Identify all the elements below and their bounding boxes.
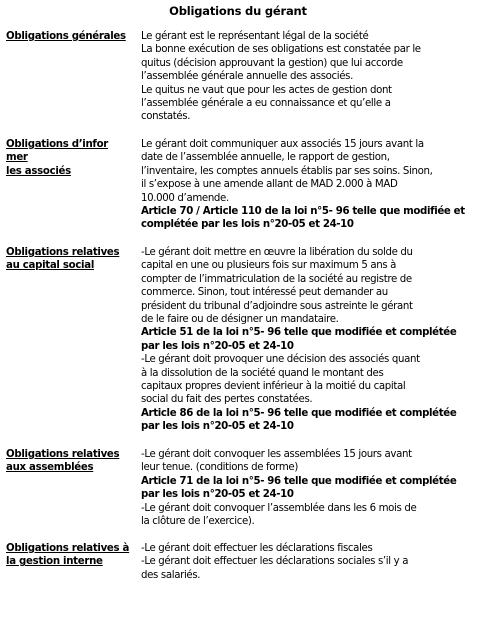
section-label-line: la gestion interne bbox=[6, 556, 103, 568]
text-line: capitaux propres devient inférieur à la moitié du capital bbox=[141, 381, 406, 393]
text-line: la clôture de l’exercice). bbox=[141, 516, 255, 528]
section-label bbox=[6, 448, 132, 475]
text-line: commerce. Sinon, tout intéressé peut demander au bbox=[141, 287, 388, 299]
section-label-line: aux assemblées bbox=[6, 462, 94, 474]
section-label-line: Obligations relatives bbox=[6, 449, 120, 460]
text-line: Le gérant est le représentant légal de la société bbox=[141, 31, 369, 42]
section-label-line: Obligations d’infor mer bbox=[6, 139, 108, 164]
legal-reference-line: Article 51 de la loi n°5- 96 telle que modifiée et complétée bbox=[141, 327, 457, 339]
section-label bbox=[6, 246, 132, 273]
section-content bbox=[141, 246, 459, 434]
legal-reference-line: par les lois n°20-05 et 24-10 bbox=[141, 340, 294, 352]
text-line: Le quitus ne vaut que pour les actes de gestion dont bbox=[141, 84, 392, 96]
section-label bbox=[6, 542, 132, 569]
text-line: quitus (décision approuvant la gestion) que lui accorde bbox=[141, 57, 403, 69]
text-line: date de l’assemblée annuelle, le rapport de gestion, bbox=[141, 152, 390, 164]
text-line: à la dissolution de la société quand le montant des bbox=[141, 367, 384, 379]
text-line: constatés. bbox=[141, 111, 191, 123]
text-line: -Le gérant doit convoquer l’assemblée dans les 6 mois de bbox=[141, 502, 417, 514]
legal-reference-line: Article 71 de la loi n°5- 96 telle que modifiée et complétée bbox=[141, 475, 457, 487]
text-line: social du fait des pertes constatées. bbox=[141, 394, 313, 406]
section-label bbox=[6, 138, 132, 178]
section-label-line: Obligations générales bbox=[6, 31, 126, 42]
text-line: -Le gérant doit mettre en œuvre la libération du solde du bbox=[141, 247, 413, 258]
text-line: l’inventaire, les comptes annuels établis par ses soins. Sinon, bbox=[141, 165, 433, 177]
legal-reference-line: Article 86 de la loi n°5- 96 telle que modifiée et complétée bbox=[141, 407, 457, 419]
legal-reference-line: Article 70 / Article 110 de la loi n°5- 96 telle que modifiée et bbox=[141, 206, 465, 218]
section-label bbox=[6, 30, 132, 43]
page-title: Obligations du gérant bbox=[169, 4, 307, 18]
text-line: des salariés. bbox=[141, 569, 201, 581]
text-line: de le faire ou de désigner un mandataire. bbox=[141, 314, 339, 326]
text-line: 10.000 d’amende. bbox=[141, 192, 229, 204]
text-line: leur tenue. (conditions de forme) bbox=[141, 462, 298, 474]
text-line: -Le gérant doit provoquer une décision des associés quant bbox=[141, 354, 420, 366]
legal-reference-line: par les lois n°20-05 et 24-10 bbox=[141, 489, 294, 501]
text-line: président du tribunal d’adjoindre sous astreinte le gérant bbox=[141, 300, 413, 312]
section-label-line: Obligations relatives bbox=[6, 247, 120, 258]
section-label-line: les associés bbox=[6, 165, 71, 177]
legal-reference-line: complétée par les lois n°20-05 et 24-10 bbox=[141, 219, 354, 231]
text-line: -Le gérant doit convoquer les assemblées 15 jours avant bbox=[141, 449, 412, 460]
text-line: compter de l’immatriculation de la société au registre de bbox=[141, 273, 412, 285]
text-line: l’assemblée générale annuelle des associés. bbox=[141, 71, 354, 83]
text-line: l’assemblée générale a eu connaissance et qu’elle a bbox=[141, 98, 391, 110]
text-line: -Le gérant doit effectuer les déclarations fiscales bbox=[141, 543, 373, 554]
legal-reference-line: par les lois n°20-05 et 24-10 bbox=[141, 421, 294, 433]
text-line: capital en une ou plusieurs fois sur maximum 5 ans à bbox=[141, 260, 397, 272]
section-content bbox=[141, 448, 459, 528]
section-content bbox=[141, 30, 459, 124]
section-label-line: Obligations relatives à bbox=[6, 543, 130, 554]
text-line: Le gérant doit communiquer aux associés 15 jours avant la bbox=[141, 139, 424, 150]
text-line: La bonne exécution de ses obligations est constatée par le bbox=[141, 44, 421, 56]
section-label-line: au capital social bbox=[6, 260, 95, 272]
section-content bbox=[141, 138, 465, 232]
text-line: il s’expose à une amende allant de MAD 2.000 à MAD bbox=[141, 179, 398, 191]
section-content bbox=[141, 542, 459, 582]
text-line: -Le gérant doit effectuer les déclarations sociales s’il y a bbox=[141, 556, 409, 568]
